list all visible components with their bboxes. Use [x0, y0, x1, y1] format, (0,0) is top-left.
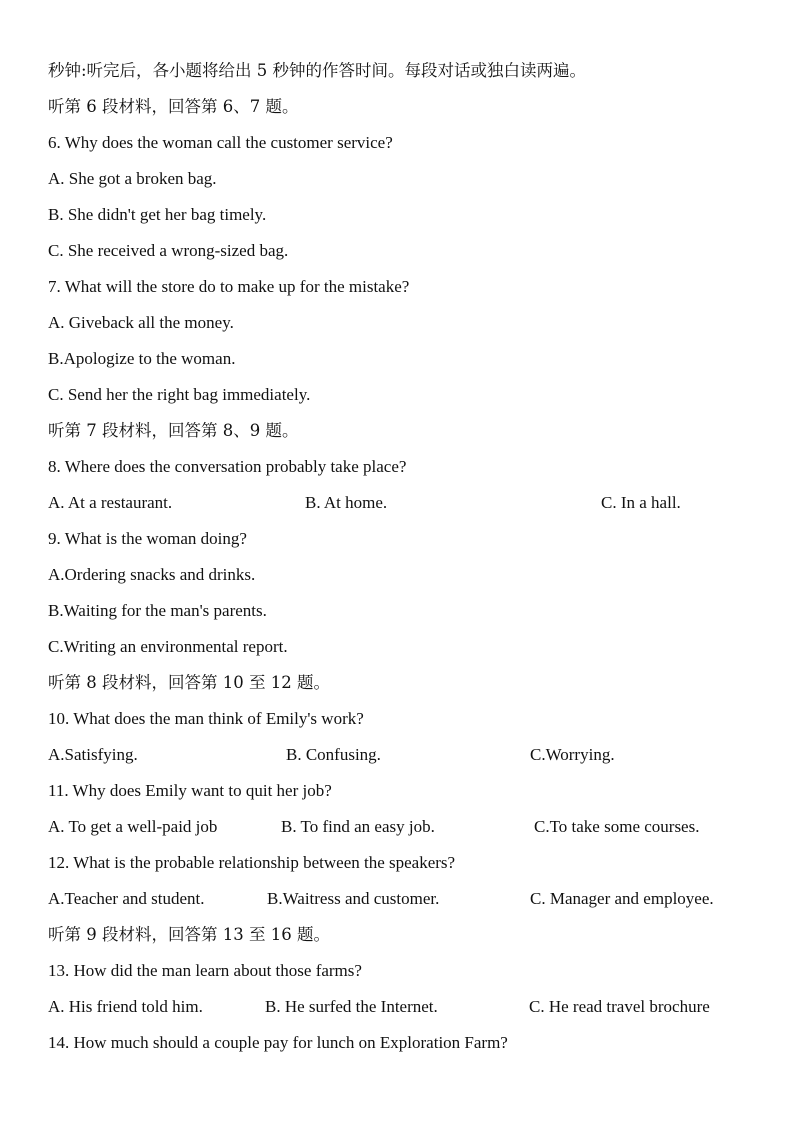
- question-10-stem: 10. What does the man think of Emily's work?: [48, 709, 364, 728]
- question-6-option-a: A. She got a broken bag.: [48, 169, 217, 188]
- section-header-7: 听第 7 段材料，回答第 8、9 题。: [48, 421, 299, 440]
- question-12-option-b: B.Waitress and customer.: [267, 889, 440, 908]
- question-8-option-c: C. In a hall.: [601, 493, 681, 512]
- question-11-option-c: C.To take some courses.: [534, 817, 700, 836]
- question-6-option-c: C. She received a wrong-sized bag.: [48, 241, 289, 260]
- question-13-stem: 13. How did the man learn about those farms?: [48, 961, 362, 980]
- question-12-option-a: A.Teacher and student.: [48, 889, 205, 908]
- listening-instructions: 秒钟:听完后，各小题将给出 5 秒钟的作答时间。每段对话或独白读两遍。: [48, 61, 587, 80]
- question-11-option-a: A. To get a well-paid job: [48, 817, 218, 836]
- question-10-option-b: B. Confusing.: [286, 745, 381, 764]
- question-11-option-b: B. To find an easy job.: [281, 817, 435, 836]
- section-header-6: 听第 6 段材料，回答第 6、7 题。: [48, 97, 299, 116]
- question-13-option-c: C. He read travel brochure: [529, 997, 710, 1016]
- question-12-stem: 12. What is the probable relationship between the speakers?: [48, 853, 456, 872]
- question-9-option-b: B.Waiting for the man's parents.: [48, 601, 267, 620]
- question-8-option-a: A. At a restaurant.: [48, 493, 173, 512]
- section-header-8: 听第 8 段材料，回答第 10 至 12 题。: [48, 673, 330, 692]
- question-7-option-b: B.Apologize to the woman.: [48, 349, 236, 368]
- question-9-option-a: A.Ordering snacks and drinks.: [48, 565, 256, 584]
- question-13-option-b: B. He surfed the Internet.: [265, 997, 438, 1016]
- question-7-option-c: C. Send her the right bag immediately.: [48, 385, 311, 404]
- question-8-option-b: B. At home.: [305, 493, 388, 512]
- question-9-option-c: C.Writing an environmental report.: [48, 637, 288, 656]
- question-11-stem: 11. Why does Emily want to quit her job?: [48, 781, 332, 800]
- question-6-stem: 6. Why does the woman call the customer service?: [48, 133, 393, 152]
- question-10-option-c: C.Worrying.: [530, 745, 615, 764]
- question-7-stem: 7. What will the store do to make up for the mistake?: [48, 277, 410, 296]
- question-6-option-b: B. She didn't get her bag timely.: [48, 205, 267, 224]
- question-14-stem: 14. How much should a couple pay for lunch on Exploration Farm?: [48, 1033, 508, 1052]
- question-12-option-c: C. Manager and employee.: [530, 889, 714, 908]
- section-header-9: 听第 9 段材料，回答第 13 至 16 题。: [48, 925, 330, 944]
- question-10-option-a: A.Satisfying.: [48, 745, 138, 764]
- question-8-stem: 8. Where does the conversation probably take place?: [48, 457, 407, 476]
- question-9-stem: 9. What is the woman doing?: [48, 529, 247, 548]
- question-13-option-a: A. His friend told him.: [48, 997, 203, 1016]
- question-7-option-a: A. Giveback all the money.: [48, 313, 234, 332]
